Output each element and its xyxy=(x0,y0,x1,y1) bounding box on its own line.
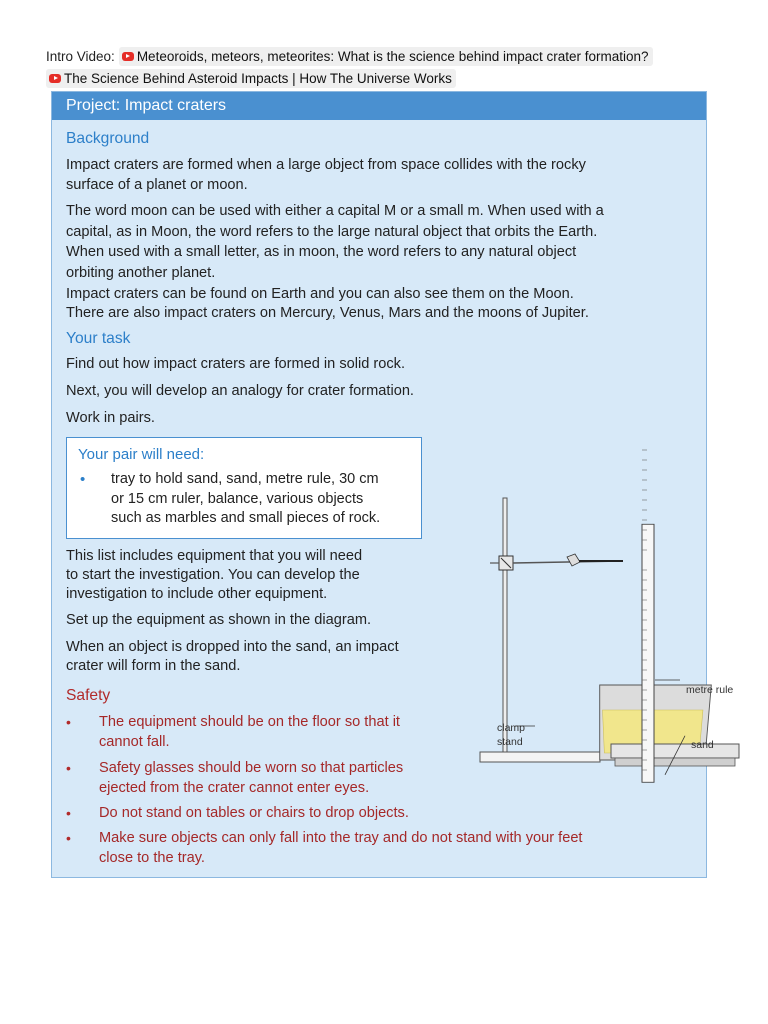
metre-rule-label: metre rule xyxy=(686,684,734,696)
text-line: orbiting another planet. xyxy=(66,264,216,281)
text-line: There are also impact craters on Mercury, Venus, Mars and the moons of Jupiter. xyxy=(66,305,589,321)
task-heading: Your task xyxy=(66,330,131,347)
bullet-icon: • xyxy=(66,805,71,821)
bullet-icon: • xyxy=(66,830,71,846)
setup-instruction: Set up the equipment as shown in the diagram. xyxy=(66,612,372,628)
drop-note xyxy=(66,638,399,676)
intro-row-2 xyxy=(46,68,653,89)
text-line: close to the tray. xyxy=(99,850,205,866)
apparatus-diagram xyxy=(475,440,734,775)
text-line: This list includes equipment that you will need xyxy=(66,548,363,564)
text-line: tray to hold sand, sand, metre rule, 30 cm xyxy=(111,471,379,487)
video-link-2-text: The Science Behind Asteroid Impacts | How The Universe Works xyxy=(64,70,452,86)
text-line: Do not stand on tables or chairs to drop objects. xyxy=(99,805,409,821)
text-line: The equipment should be on the floor so that it xyxy=(99,714,400,730)
background-paragraph-3 xyxy=(66,285,589,323)
youtube-icon xyxy=(122,52,134,61)
metre-rule xyxy=(642,524,654,782)
video-link-meteoroids[interactable] xyxy=(119,47,653,66)
bullet-icon: • xyxy=(66,760,71,776)
intro-row-1 xyxy=(46,46,653,67)
sand-label: sand xyxy=(691,739,714,751)
safety-item-2 xyxy=(99,758,403,798)
text-line: When an object is dropped into the sand, an impact xyxy=(66,639,399,655)
safety-item-4 xyxy=(99,828,583,868)
project-panel xyxy=(51,91,734,878)
video-link-asteroid-impacts[interactable] xyxy=(46,69,456,88)
text-line: investigation to include other equipment. xyxy=(66,586,328,602)
equipment-box xyxy=(66,437,422,539)
list-note xyxy=(66,547,362,604)
panel-title: Project: Impact craters xyxy=(52,92,706,120)
text-line: or 15 cm ruler, balance, various objects xyxy=(111,490,364,507)
background-paragraph-2 xyxy=(66,201,604,283)
bullet-icon: • xyxy=(80,471,86,488)
text-line: The word moon can be used with either a capital M or a small m. When used with a xyxy=(66,203,604,219)
text-line: such as marbles and small pieces of rock. xyxy=(111,510,381,526)
equipment-list xyxy=(111,470,411,529)
intro-videos xyxy=(46,46,653,89)
safety-item-1 xyxy=(99,712,400,752)
text-line: Impact craters are formed when a large object from space collides with the rocky xyxy=(66,157,586,173)
stand-label: stand xyxy=(497,736,523,748)
safety-item-3 xyxy=(99,803,409,823)
equipment-title: Your pair will need: xyxy=(78,446,205,463)
safety-heading: Safety xyxy=(66,687,111,704)
intro-label: Intro Video: xyxy=(46,48,115,64)
clamp-jaw xyxy=(567,554,580,566)
clamp-stand-rod xyxy=(503,498,507,752)
text-line: Safety glasses should be worn so that particles xyxy=(99,760,404,776)
task-line-1: Find out how impact craters are formed in solid rock. xyxy=(66,356,406,372)
text-line: ejected from the crater cannot enter eyes. xyxy=(99,780,370,796)
text-line: Impact craters can be found on Earth and you can also see them on the Moon. xyxy=(66,286,574,302)
text-line: crater will form in the sand. xyxy=(66,658,241,674)
bullet-icon: • xyxy=(66,714,71,730)
clamp-label: clamp xyxy=(497,722,526,734)
stand-base xyxy=(480,752,600,762)
text-line: When used with a small letter, as in moon, the word refers to any natural object xyxy=(66,244,577,260)
text-line: capital, as in Moon, the word refers to the large natural object that orbits the Earth. xyxy=(66,223,598,240)
background-paragraph-1 xyxy=(66,155,586,195)
task-line-3: Work in pairs. xyxy=(66,410,155,426)
text-line: to start the investigation. You can develop the xyxy=(66,567,360,583)
text-line: surface of a planet or moon. xyxy=(66,177,248,193)
text-line: Make sure objects can only fall into the tray and do not stand with your feet xyxy=(99,830,583,846)
background-heading: Background xyxy=(66,130,150,147)
text-line: cannot fall. xyxy=(99,734,170,750)
video-link-1-text: Meteoroids, meteors, meteorites: What is the science behind impact crater formation? xyxy=(136,48,649,64)
task-line-2: Next, you will develop an analogy for crater formation. xyxy=(66,383,414,399)
youtube-icon xyxy=(49,74,61,83)
